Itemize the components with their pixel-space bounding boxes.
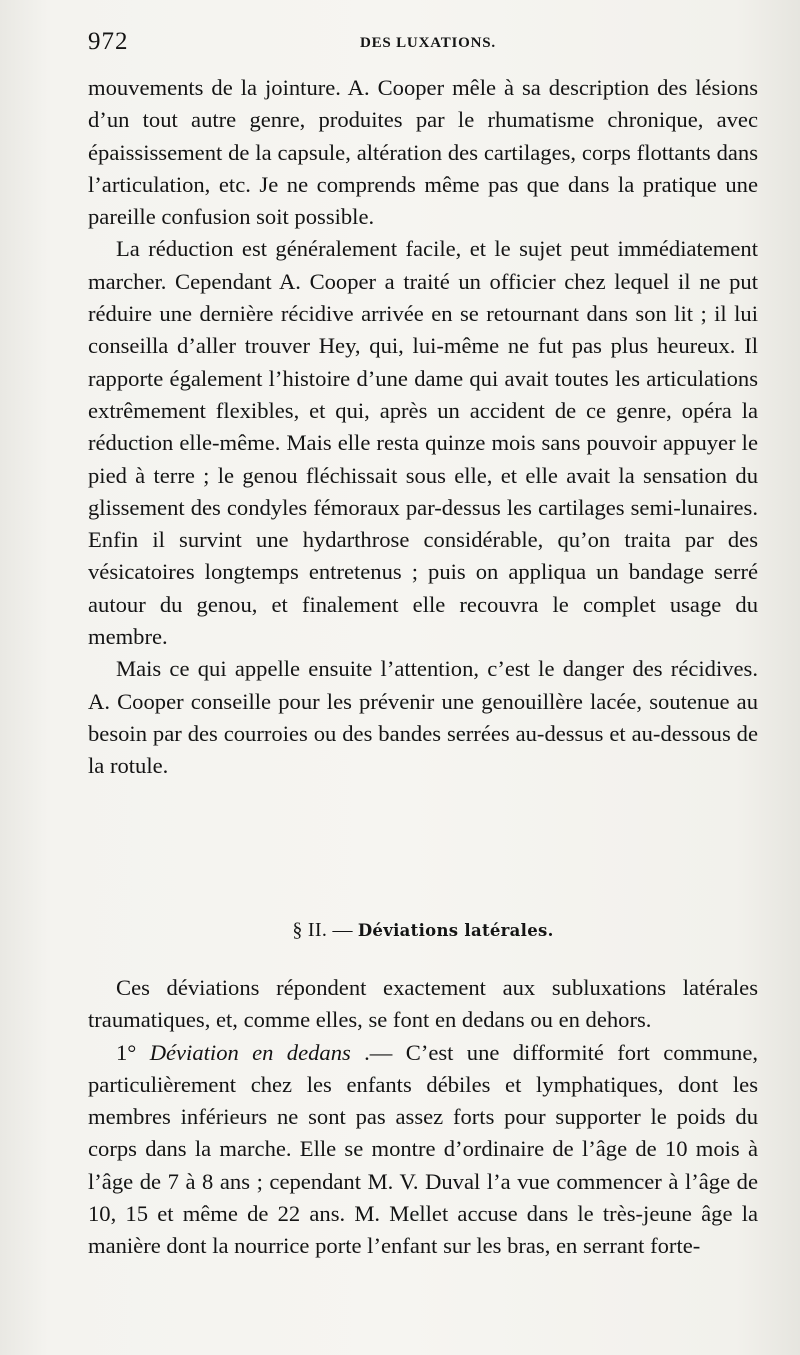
body-text-bottom — [88, 972, 758, 1263]
section-title: Déviations latérales. — [357, 921, 554, 940]
paragraph-recidives: Mais ce qui appelle ensuite l’attention, c’est le danger des récidives. A. Cooper conseille pour les prévenir une genouillère lacée, soutenue au besoin par des courroies ou des bandes serrées au-dessus et au-dessous de la rotule. — [88, 656, 758, 779]
section-heading — [88, 919, 758, 942]
page-number: 972 — [88, 28, 129, 55]
subsection-number: 1° — [116, 1039, 150, 1065]
subsection-text: .— C’est une difformité fort commune, particulièrement chez les enfants débiles et lymphatiques, dont les membres inférieurs ne sont pas assez forts pour supporter le poids du corps dans la marche. Elle se montre d’ordinaire de l’âge de 10 mois à l’âge de 7 à 8 ans ; cependant M. V. Duval l’a vue commencer à l’âge de 10, 15 et même de 22 ans. M. Mellet accuse dans le très-jeune âge la manière dont la nourrice porte l’enfant sur les bras, en serrant forte- — [88, 1039, 758, 1259]
paragraph-reduction: La réduction est généralement facile, et le sujet peut immédiatement marcher. Cependant A. Cooper a traité un officier chez lequel il ne put réduire une dernière récidive arrivée en se retournant dans son lit ; il lui conseilla d’aller trouver Hey, qui, lui-même ne fut pas plus heureux. Il rapporte également l’histoire d’une dame qui avait toutes les articulations extrêmement flexibles, et qui, après un accident de ce genre, opéra la réduction elle-même. Mais elle resta quinze mois sans pouvoir appuyer le pied à terre ; le genou fléchissait sous elle, et elle avait la sensation du glissement des condyles fémoraux par-dessus les cartilages semi-lunaires. Enfin il survint une hydarthrose considérable, qu’on traita par des vésicatoires longtemps entretenus ; puis on appliqua un bandage serré autour du genou, et finalement elle recouvra le complet usage du membre. — [88, 236, 758, 650]
paragraph-continuation: mouvements de la jointure. A. Cooper mêle à sa description des lésions d’un tout autre genre, produites par le rhumatisme chronique, avec épaississement de la capsule, altération des cartilages, corps flottants dans l’articulation, etc. Je ne comprends même pas que dans la pratique une pareille confusion soit possible. — [88, 75, 758, 230]
subsection-title: Déviation en dedans — [149, 1039, 351, 1065]
paragraph-deviation-en-dedans — [88, 1037, 758, 1263]
running-head: DES LUXATIONS. — [360, 35, 496, 51]
body-text-top — [88, 72, 758, 783]
page-header — [88, 28, 758, 60]
section-sign: § II. — — [292, 919, 353, 941]
paragraph-deviations-intro: Ces déviations répondent exactement aux subluxations latérales traumatiques, et, comme elles, se font en dedans ou en dehors. — [88, 975, 758, 1033]
